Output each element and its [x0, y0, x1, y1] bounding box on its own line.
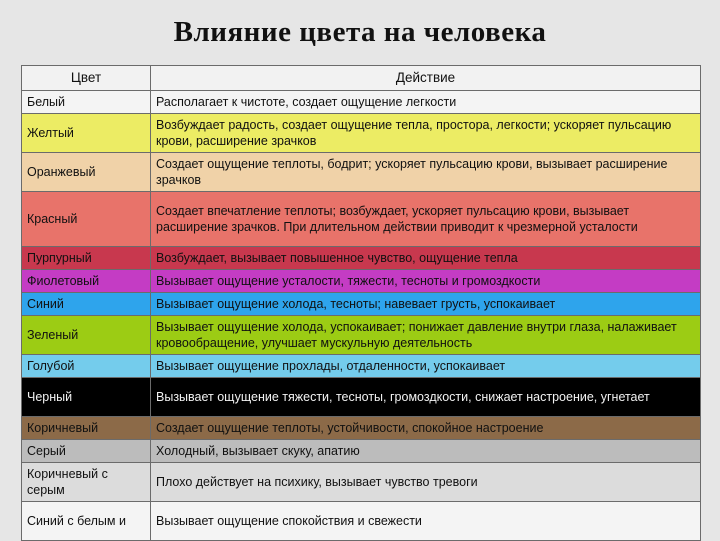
effect-cell: Создает впечатление теплоты; возбуждает, ускоряет пульсацию крови, вызывает расширение зрачков. При длительном действии приводит к чрезмерной усталости — [151, 192, 701, 247]
effect-cell: Создает ощущение теплоты, устойчивости, спокойное настроение — [151, 417, 701, 440]
table-header-row — [22, 66, 701, 91]
table-row — [22, 502, 701, 541]
table-row — [22, 378, 701, 417]
table-row — [22, 114, 701, 153]
effect-cell: Плохо действует на психику, вызывает чувство тревоги — [151, 463, 701, 502]
color-name-cell: Синий — [22, 293, 151, 316]
table-row — [22, 192, 701, 247]
effect-cell: Вызывает ощущение тяжести, тесноты, громоздкости, снижает настроение, угнетает — [151, 378, 701, 417]
header-color: Цвет — [22, 66, 151, 91]
effect-cell: Располагает к чистоте, создает ощущение легкости — [151, 91, 701, 114]
table-row — [22, 247, 701, 270]
color-name-cell: Коричневый с серым — [22, 463, 151, 502]
color-name-cell: Синий с белым и — [22, 502, 151, 541]
color-name-cell: Зеленый — [22, 316, 151, 355]
page-title: Влияние цвета на человека — [173, 16, 547, 48]
color-name-cell: Голубой — [22, 355, 151, 378]
effect-cell: Возбуждает, вызывает повышенное чувство, ощущение тепла — [151, 247, 701, 270]
table-row — [22, 355, 701, 378]
color-name-cell: Белый — [22, 91, 151, 114]
table-row — [22, 463, 701, 502]
color-name-cell: Коричневый — [22, 417, 151, 440]
color-name-cell: Фиолетовый — [22, 270, 151, 293]
effect-cell: Создает ощущение теплоты, бодрит; ускоряет пульсацию крови, вызывает расширение зрачков — [151, 153, 701, 192]
table-row — [22, 440, 701, 463]
table-row — [22, 91, 701, 114]
color-name-cell: Черный — [22, 378, 151, 417]
effect-cell: Холодный, вызывает скуку, апатию — [151, 440, 701, 463]
color-name-cell: Оранжевый — [22, 153, 151, 192]
effect-cell: Вызывает ощущение холода, тесноты; навевает грусть, успокаивает — [151, 293, 701, 316]
effect-cell: Вызывает ощущение холода, успокаивает; понижает давление внутри глаза, налаживает кровообращение, улучшает мускульную деятельность — [151, 316, 701, 355]
color-name-cell: Серый — [22, 440, 151, 463]
header-effect: Действие — [151, 66, 701, 91]
effect-cell: Вызывает ощущение спокойствия и свежести — [151, 502, 701, 541]
color-name-cell: Красный — [22, 192, 151, 247]
effect-cell: Вызывает ощущение прохлады, отдаленности, успокаивает — [151, 355, 701, 378]
effect-cell: Вызывает ощущение усталости, тяжести, тесноты и громоздкости — [151, 270, 701, 293]
table-row — [22, 417, 701, 440]
effect-cell: Возбуждает радость, создает ощущение тепла, простора, легкости; ускоряет пульсацию крови, расширение зрачков — [151, 114, 701, 153]
color-name-cell: Желтый — [22, 114, 151, 153]
table-row — [22, 153, 701, 192]
table-row — [22, 293, 701, 316]
table-row — [22, 270, 701, 293]
color-name-cell: Пурпурный — [22, 247, 151, 270]
color-effects-table — [21, 65, 701, 541]
table-row — [22, 316, 701, 355]
